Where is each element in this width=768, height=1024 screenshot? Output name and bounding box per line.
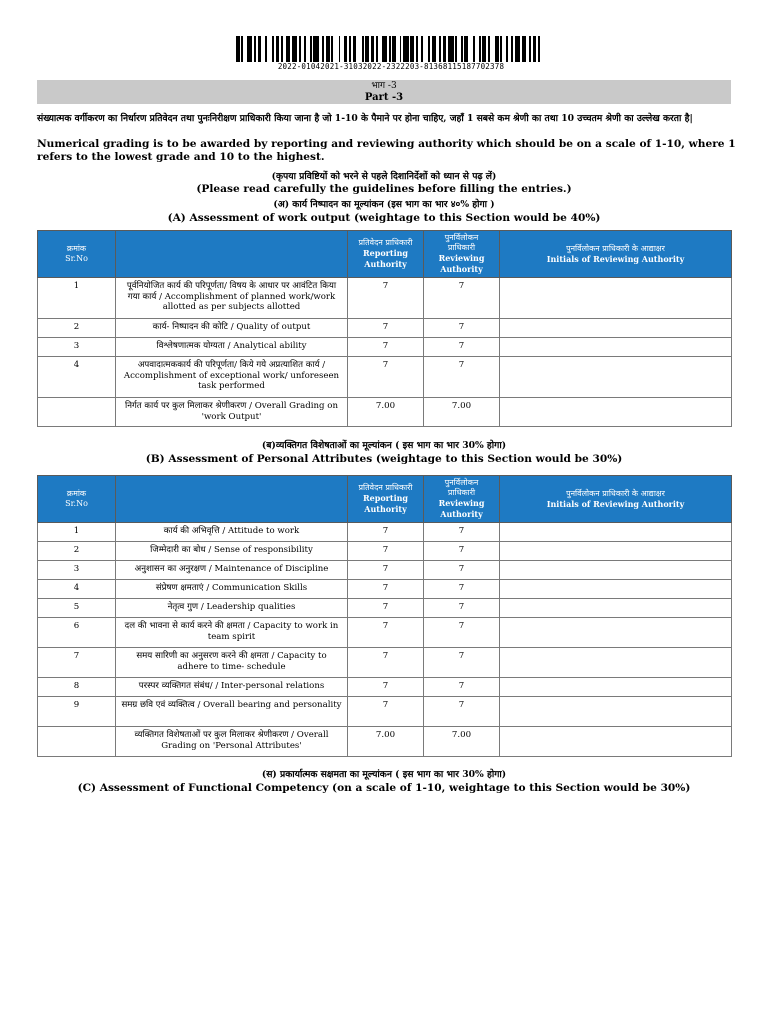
row-label-cell: व्यक्तिगत विशेषताओं पर कुल मिलाकर श्रेणीकरण / Overall Grading on 'Personal Attributes' xyxy=(116,727,348,757)
initials-cell[interactable] xyxy=(500,338,732,357)
row-sr-cell: 5 xyxy=(38,599,116,618)
initials-cell[interactable] xyxy=(500,398,732,427)
reviewing-grade-cell[interactable]: 7 xyxy=(424,580,500,599)
barcode-bar xyxy=(540,36,545,62)
row-sr-cell: 4 xyxy=(38,580,116,599)
table-row xyxy=(38,648,732,678)
initials-cell[interactable] xyxy=(500,678,732,697)
part-title-hindi: भाग -3 xyxy=(371,81,397,91)
row-label-cell: पूर्वनियोजित कार्य की परिपूर्णता/ विषय के आधार पर आवंटित किया गया कार्य / Accomplishment of planned work/work allotted as per subjects allotted xyxy=(116,278,348,319)
reporting-grade-cell[interactable]: 7 xyxy=(348,523,424,542)
row-sr-cell: 7 xyxy=(38,648,116,678)
barcode-number: 2022-01042021-31032022-2322203-81368115187702378 xyxy=(277,62,505,71)
reviewing-grade-cell[interactable]: 7 xyxy=(424,319,500,338)
row-sr-cell: 8 xyxy=(38,678,116,697)
section-b-title-english: (B) Assessment of Personal Attributes (weightage to this Section would be 30%) xyxy=(145,453,623,465)
reporting-grade-cell[interactable]: 7 xyxy=(348,338,424,357)
header-reporting: प्रतिवेदन प्राधिकारी Reporting Authority xyxy=(348,231,424,278)
part-title-english: Part -3 xyxy=(364,92,404,103)
table-row xyxy=(38,338,732,357)
guidelines-english: (Please read carefully the guidelines before filling the entries.) xyxy=(196,183,572,195)
initials-cell[interactable] xyxy=(500,618,732,648)
initials-cell[interactable] xyxy=(500,561,732,580)
reviewing-grade-cell[interactable]: 7.00 xyxy=(424,398,500,427)
table-row xyxy=(38,278,732,319)
section-b-title-hindi: (ब)व्यक्तिगत विशेषताओं का मूल्यांकन ( इस भाग का भार 30% होगा) xyxy=(261,440,507,451)
section-a-table xyxy=(37,230,732,427)
header-sr: क्रमांक Sr.No xyxy=(38,476,116,523)
reporting-grade-cell[interactable]: 7 xyxy=(348,542,424,561)
row-label-cell: विश्लेषणात्मक योग्यता / Analytical ability xyxy=(116,338,348,357)
table-row xyxy=(38,580,732,599)
section-a-title-hindi: (अ) कार्य निष्पादन का मूल्यांकन (इस भाग का भार ४०% होगा ) xyxy=(273,199,495,210)
reviewing-grade-cell[interactable]: 7 xyxy=(424,278,500,319)
row-label-cell: संप्रेषण क्षमताएं / Communication Skills xyxy=(116,580,348,599)
table-row xyxy=(38,319,732,338)
header-blank xyxy=(116,476,348,523)
reporting-grade-cell[interactable]: 7 xyxy=(348,697,424,727)
reporting-grade-cell[interactable]: 7 xyxy=(348,648,424,678)
reporting-grade-cell[interactable]: 7 xyxy=(348,580,424,599)
row-sr-cell: 9 xyxy=(38,697,116,727)
reporting-grade-cell[interactable]: 7.00 xyxy=(348,398,424,427)
table-row xyxy=(38,542,732,561)
reviewing-grade-cell[interactable]: 7 xyxy=(424,697,500,727)
initials-cell[interactable] xyxy=(500,278,732,319)
row-label-cell: नेतृत्व गुण / Leadership qualities xyxy=(116,599,348,618)
reviewing-grade-cell[interactable]: 7 xyxy=(424,523,500,542)
initials-cell[interactable] xyxy=(500,542,732,561)
reviewing-grade-cell[interactable]: 7 xyxy=(424,561,500,580)
header-reviewing: पुनर्विलोकन प्राधिकारी Reviewing Authority xyxy=(424,476,500,523)
reviewing-grade-cell[interactable]: 7 xyxy=(424,678,500,697)
table-row xyxy=(38,599,732,618)
row-label-cell: समग्र छवि एवं व्यक्तित्व / Overall bearing and personality xyxy=(116,697,348,727)
table-row xyxy=(38,618,732,648)
header-sr: क्रमांक Sr.No xyxy=(38,231,116,278)
reporting-grade-cell[interactable]: 7 xyxy=(348,319,424,338)
row-sr-cell: 1 xyxy=(38,523,116,542)
section-a-title-english: (A) Assessment of work output (weightage to this Section would be 40%) xyxy=(167,212,601,224)
table-header-row xyxy=(38,476,732,523)
initials-cell[interactable] xyxy=(500,648,732,678)
reviewing-grade-cell[interactable]: 7 xyxy=(424,618,500,648)
reporting-grade-cell[interactable]: 7 xyxy=(348,618,424,648)
table-row xyxy=(38,398,732,427)
header-blank xyxy=(116,231,348,278)
reviewing-grade-cell[interactable]: 7 xyxy=(424,338,500,357)
table-row xyxy=(38,678,732,697)
row-sr-cell xyxy=(38,727,116,757)
initials-cell[interactable] xyxy=(500,319,732,338)
row-label-cell: जिम्मेदारी का बोध / Sense of responsibility xyxy=(116,542,348,561)
reporting-grade-cell[interactable]: 7 xyxy=(348,357,424,398)
header-reporting: प्रतिवेदन प्राधिकारी Reporting Authority xyxy=(348,476,424,523)
reporting-grade-cell[interactable]: 7 xyxy=(348,278,424,319)
initials-cell[interactable] xyxy=(500,580,732,599)
intro-english: Numerical grading is to be awarded by reporting and reviewing authority which should be on a scale of 1-10, where 1 refers to the lowest grade and 10 to the highest. xyxy=(37,138,736,163)
header-initials: पुनर्विलोकन प्राधिकारी के आद्याक्षर Initials of Reviewing Authority xyxy=(500,231,732,278)
section-c-title-english: (C) Assessment of Functional Competency (on a scale of 1-10, weightage to this Section would be 30%) xyxy=(77,782,691,794)
table-row xyxy=(38,357,732,398)
table-row xyxy=(38,561,732,580)
intro-hindi: संख्यात्मक वर्गीकरण का निर्धारण प्रतिवेदन तथा पुनःनिरीक्षण प्राधिकारी किया जाना है जो 1-10 के पैमाने पर होना चाहिए, जहाँ 1 सबसे कम श्रेणी का तथा 10 उच्चतम श्रेणी का उल्लेख करता है| xyxy=(37,113,693,124)
table-row xyxy=(38,727,732,757)
row-sr-cell: 3 xyxy=(38,561,116,580)
row-label-cell: दल की भावना से कार्य करने की क्षमता / Capacity to work in team spirit xyxy=(116,618,348,648)
row-sr-cell: 2 xyxy=(38,542,116,561)
reporting-grade-cell[interactable]: 7.00 xyxy=(348,727,424,757)
table-header-row xyxy=(38,231,732,278)
reporting-grade-cell[interactable]: 7 xyxy=(348,599,424,618)
initials-cell[interactable] xyxy=(500,523,732,542)
reporting-grade-cell[interactable]: 7 xyxy=(348,678,424,697)
row-sr-cell xyxy=(38,398,116,427)
row-sr-cell: 4 xyxy=(38,357,116,398)
row-label-cell: अनुशासन का अनुरक्षण / Maintenance of Discipline xyxy=(116,561,348,580)
row-sr-cell: 6 xyxy=(38,618,116,648)
table-row xyxy=(38,523,732,542)
initials-cell[interactable] xyxy=(500,599,732,618)
reviewing-grade-cell[interactable]: 7.00 xyxy=(424,727,500,757)
row-sr-cell: 3 xyxy=(38,338,116,357)
initials-cell[interactable] xyxy=(500,697,732,727)
row-label-cell: कार्य की अभिवृत्ति / Attitude to work xyxy=(116,523,348,542)
row-sr-cell: 1 xyxy=(38,278,116,319)
row-label-cell: कार्य- निष्पादन की कोटि / Quality of output xyxy=(116,319,348,338)
reporting-grade-cell[interactable]: 7 xyxy=(348,561,424,580)
row-sr-cell: 2 xyxy=(38,319,116,338)
guidelines-hindi: (कृपया प्रविष्टियों को भरने से पहले दिशानिर्देशों को ध्यान से पढ़ लें) xyxy=(271,171,497,182)
row-label-cell: निर्गत कार्य पर कुल मिलाकर श्रेणीकरण / Overall Grading on 'work Output' xyxy=(116,398,348,427)
reviewing-grade-cell[interactable]: 7 xyxy=(424,357,500,398)
section-b-table xyxy=(37,475,732,757)
reviewing-grade-cell[interactable]: 7 xyxy=(424,648,500,678)
reviewing-grade-cell[interactable]: 7 xyxy=(424,599,500,618)
initials-cell[interactable] xyxy=(500,357,732,398)
row-label-cell: समय सारिणी का अनुसरण करने की क्षमता / Capacity to adhere to time- schedule xyxy=(116,648,348,678)
row-label-cell: अपवादात्मककार्य की परिपूर्णता/ किये गये अप्रत्याशित कार्य / Accomplishment of exceptional work/ unforeseen task performed xyxy=(116,357,348,398)
table-row xyxy=(38,697,732,727)
row-label-cell: परस्पर व्यक्तिगत संबंध/ / Inter-personal relations xyxy=(116,678,348,697)
reviewing-grade-cell[interactable]: 7 xyxy=(424,542,500,561)
section-c-title-hindi: (स) प्रकार्यात्मक सक्षमता का मूल्यांकन ( इस भाग का भार 30% होगा) xyxy=(261,769,507,780)
barcode xyxy=(236,36,546,62)
header-initials: पुनर्विलोकन प्राधिकारी के आद्याक्षर Initials of Reviewing Authority xyxy=(500,476,732,523)
part-header xyxy=(37,80,731,104)
header-reviewing: पुनर्विलोकन प्राधिकारी Reviewing Authority xyxy=(424,231,500,278)
initials-cell[interactable] xyxy=(500,727,732,757)
